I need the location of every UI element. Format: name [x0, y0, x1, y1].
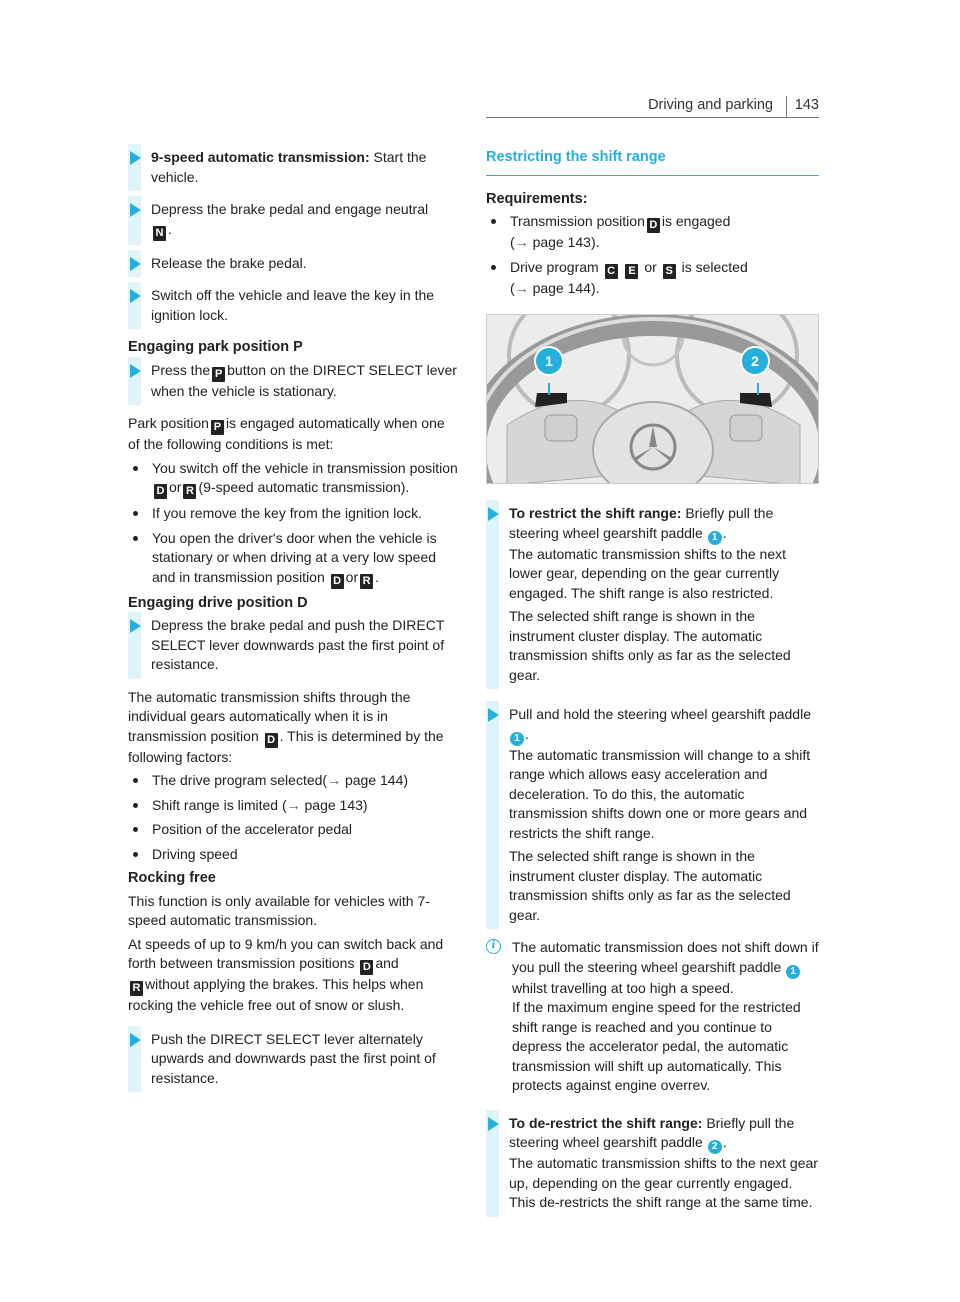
callout-1-icon: 1: [708, 531, 722, 545]
heading-park-position: Engaging park position P: [128, 339, 303, 355]
step-release-brake: Release the brake pedal.: [128, 254, 460, 274]
step-arrow-icon: [130, 203, 141, 217]
list-item: Shift range is limited (→ page 143): [128, 796, 460, 816]
callout-1-label: 1: [545, 353, 553, 369]
drive-paragraph: The automatic transmission shifts through the individual gears automatically when it is in transmission position D . This is determined by the following factors:: [128, 688, 444, 765]
step-switch-off: Switch off the vehicle and leave the key in the ignition lock.: [128, 286, 460, 325]
step-arrow-icon: [488, 507, 499, 521]
list-item: You open the driver's door when the vehicle is stationary or when driving at a very low speed and in transmission position D or R .: [128, 529, 460, 589]
callout-1-icon: 1: [786, 965, 800, 979]
step-arrow-icon: [130, 364, 141, 378]
step-arrow-icon: [130, 619, 141, 633]
right-control-pad: [730, 415, 762, 441]
key-n-icon: N: [153, 226, 166, 241]
key-r-icon: R: [360, 574, 373, 589]
key-r-icon: R: [130, 981, 143, 996]
page-number: 143: [786, 96, 819, 118]
list-item: Drive program C E or S is selected (→ page 144).: [486, 258, 819, 299]
list-item: Position of the accelerator pedal: [128, 820, 460, 840]
left-column: [128, 148, 460, 1101]
page-ref-link[interactable]: page 144).: [532, 279, 600, 296]
steering-wheel-svg: [487, 315, 819, 484]
key-p-icon: P: [212, 367, 225, 382]
right-column: [486, 148, 819, 1226]
requirements-heading: Requirements:: [486, 190, 588, 207]
list-item: If you remove the key from the ignition lock.: [128, 504, 460, 524]
requirements-list: [486, 212, 819, 298]
key-d-icon: D: [360, 960, 373, 975]
key-e-icon: E: [625, 264, 638, 279]
step-arrow-icon: [130, 289, 141, 303]
key-s-icon: S: [663, 264, 676, 279]
section-title: Restricting the shift range: [486, 148, 819, 176]
step-rock-lever: Push the DIRECT SELECT lever alternately upwards and downwards past the first point of resistance.: [128, 1030, 460, 1089]
step-press-p: Press the P button on the DIRECT SELECT lever when the vehicle is stationary.: [128, 361, 460, 402]
page-ref-link[interactable]: page 143).: [532, 234, 600, 250]
step-engage-neutral: Depress the brake pedal and engage neutral N .: [128, 200, 460, 241]
key-d-icon: D: [154, 484, 167, 499]
step-arrow-icon: [130, 151, 141, 165]
step-arrow-icon: [488, 708, 499, 722]
list-item: The drive program selected(→ page 144): [128, 771, 460, 791]
step-arrow-icon: [488, 1117, 499, 1131]
page-header: [486, 94, 819, 118]
drive-factors-list: [128, 771, 460, 864]
callout-2-label: 2: [751, 353, 759, 369]
key-c-icon: C: [605, 264, 618, 279]
key-r-icon: R: [183, 484, 196, 499]
rock-paragraph-2: At speeds of up to 9 km/h you can switch back and forth between transmission positions D and R without applying the brakes. This helps when rocking the vehicle free out of snow or slush.: [128, 935, 444, 1013]
info-icon: i: [486, 939, 501, 954]
key-d-icon: D: [265, 733, 278, 748]
heading-drive-position: Engaging drive position D: [128, 594, 308, 611]
steering-wheel-illustration: [486, 314, 819, 484]
step-start-vehicle: 9-speed automatic transmission: Start the vehicle.: [128, 148, 460, 187]
page-ref-link[interactable]: page 143): [304, 796, 368, 813]
info-note: i The automatic transmission does not shift down if you pull the steering wheel gearshift paddle 1 whilst travelling at too high a speed. If the maximum engine speed for the restricted shift range is reached and you continue to depress the accelerator pedal, the automatic transmission will shift up automatically. This protects against engine overrev.: [486, 938, 819, 1096]
list-item: Transmission position D is engaged (→ page 143).: [486, 212, 819, 253]
page-ref-link[interactable]: page 144): [344, 772, 409, 788]
callout-2-icon: 2: [708, 1140, 722, 1154]
rock-paragraph-1: This function is only available for vehicles with 7-speed automatic transmission.: [128, 892, 430, 928]
key-d-icon: D: [647, 218, 660, 233]
step-push-lever: Depress the brake pedal and push the DIRECT SELECT lever downwards past the first point of resistance.: [128, 616, 460, 675]
header-title: Driving and parking: [648, 97, 773, 113]
left-control-pad: [545, 415, 577, 441]
step-arrow-icon: [130, 1033, 141, 1047]
callout-1-icon: 1: [510, 732, 524, 746]
list-item: Driving speed: [128, 845, 460, 865]
step-arrow-icon: [130, 257, 141, 271]
key-p-icon: P: [211, 420, 224, 435]
heading-rocking-free: Rocking free: [128, 870, 216, 886]
list-item: You switch off the vehicle in transmission position D or R (9-speed automatic transmission).: [128, 459, 460, 500]
step-restrict-range: To restrict the shift range: Briefly pull the steering wheel gearshift paddle 1 . The automatic transmission shifts to the next lower gear, depending on the gear currently engaged. The shift range is also restricted. The selected shift range is shown in the instrument cluster display. The automatic transmission shifts only as far as the selected gear.: [486, 504, 819, 685]
key-d-icon: D: [331, 574, 344, 589]
step-hold-paddle: Pull and hold the steering wheel gearshift paddle 1 . The automatic transmission will change to a shift range which allows easy acceleration and deceleration. To do this, the automatic transmission shifts down one or more gears and restricts the shift range. The selected shift range is shown in the instrument cluster display. The automatic transmission shifts only as far as the selected gear.: [486, 705, 819, 925]
step-derestrict-range: To de-restrict the shift range: Briefly pull the steering wheel gearshift paddle 2 . The automatic transmission shifts to the next gear up, depending on the gear currently engaged. This de-restricts the shift range at the same time.: [486, 1114, 819, 1213]
park-paragraph: Park position P is engaged automatically when one of the following conditions is met:: [128, 415, 445, 452]
park-conditions-list: [128, 459, 460, 589]
